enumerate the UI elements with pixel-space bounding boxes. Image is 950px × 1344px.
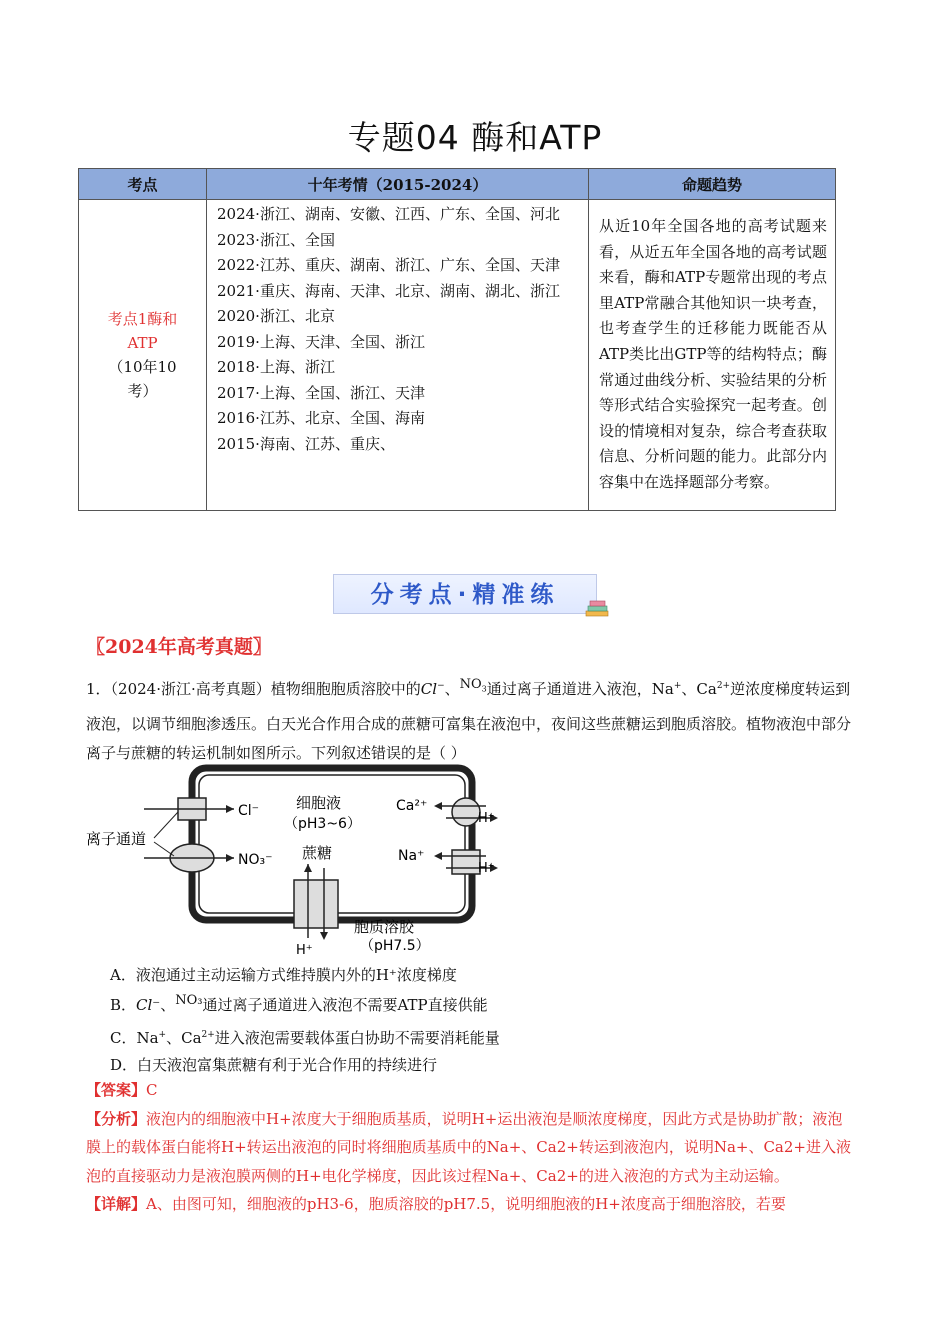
header-trend: 命题趋势	[589, 169, 836, 200]
topic-name-2: ATP	[127, 333, 158, 352]
question-text: 逆浓度梯度转运到液泡，以调节细胞渗透压。白天光合作用合成的蔗糖可富集在液泡中，夜间这些蔗糖运到胞质溶胶。植物液泡中部分离子与蔗糖的转运机制如图所示。下列叙述	[86, 680, 852, 762]
page-title: 专题04 酶和ATP	[347, 118, 603, 157]
vacuole-transport-diagram	[86, 760, 516, 960]
no3-channel	[144, 844, 234, 872]
option-a: A．液泡通过主动运输方式维持膜内外的H⁺浓度梯度	[110, 966, 457, 984]
option-b: B．Cl⁻、NO₃通过离子通道进入液泡不需要ATP直接供能	[110, 993, 488, 1014]
topic-count-2: 考）	[127, 381, 158, 400]
cytosol-label: 胞质溶胶	[354, 918, 415, 936]
year-entry: 2023·浙江、全国	[217, 230, 335, 249]
section-heading: 〖2024年高考真题〗	[86, 636, 272, 658]
cytosol-ph-label: （pH7.5）	[360, 938, 430, 954]
topic-count: （10年10	[108, 357, 177, 376]
sucrose-label: 蔗糖	[302, 844, 333, 862]
question-text: 的是（ ）	[401, 743, 466, 762]
topic-cell	[79, 200, 207, 511]
ion-channel-label: 离子通道	[86, 830, 147, 848]
question-text: 通过离子通道进入液泡，Na	[486, 680, 674, 698]
nitrate-ion: $NO_3$	[459, 677, 487, 694]
year-entry: 2017·上海、全国、浙江、天津	[217, 383, 425, 402]
year-entry: 2016·江苏、北京、全国、海南	[217, 409, 425, 427]
question-source: （2024·浙江·高考真题）	[110, 680, 271, 698]
answer-value: C	[146, 1081, 158, 1099]
year-entry: 2024·浙江、湖南、安徽、江西、广东、全国、河北	[217, 205, 560, 223]
year-entry: 2021·重庆、海南、天津、北京、湖南、湖北、浙江	[217, 281, 560, 300]
h-label-bottom: H⁺	[296, 943, 313, 958]
question-text: 、Ca	[681, 680, 717, 698]
books-icon	[584, 599, 610, 617]
na-label: Na⁺	[398, 848, 425, 864]
answer-line: 【答案】C	[86, 1081, 158, 1099]
h-label-2: H⁺	[478, 861, 495, 876]
summary-table	[78, 168, 836, 511]
year-entry: 2019·上海、天津、全国、浙江	[217, 332, 425, 351]
years-cell	[207, 200, 589, 511]
cl-channel	[144, 798, 234, 820]
analysis-paragraph: 【分析】液泡内的细胞液中H+浓度大于细胞质基质，说明H+运出液泡是顺浓度梯度，因此方式是协助扩散；液泡膜上的载体蛋白能将H+转运出液泡的同时将细胞质基质中的Na+、Ca2+转运到液泡内，说明Na+、Ca2+进入液泡的直接驱动力是液泡膜两侧的H+电化学梯度，因此该过程Na+、Ca2+的进入液泡的方式为主动运输。	[86, 1109, 851, 1185]
section-banner	[333, 574, 597, 614]
table-row	[79, 200, 836, 511]
trend-cell: 从近10年全国各地的高考试题来看，从近五年全国各地的高考试题来看，酶和ATP专题常出现的考点里ATP常融合其他知识一块考查，也考查学生的迁移能力既能否从ATP类比出GTP等的结构特点；酶常通过曲线分析、实验结果的分析等形式结合实验探究一起考查。创设的情境相对复杂，综合考查获取信息、分析问题的能力。此部分内容集中在选择题部分考察。	[589, 200, 836, 511]
ca-label: Ca²⁺	[396, 798, 428, 814]
topic-name: 考点1酶和	[107, 309, 178, 328]
year-entry: 2020·浙江、北京	[217, 307, 335, 325]
banner-text: 分考点·精准练	[370, 582, 560, 608]
table-header-row	[79, 169, 836, 200]
option-c: C．Na+、$Ca^{2+}$进入液泡需要载体蛋白协助不需要消耗能量	[110, 1029, 500, 1047]
h-label-1: H⁺	[478, 811, 495, 826]
header-topic: 考点	[79, 169, 207, 200]
superscript: 2+	[716, 681, 731, 691]
sucrose-transporter	[294, 864, 338, 940]
year-entry: 2022·江苏、重庆、湖南、浙江、广东、全国、天津	[217, 256, 560, 274]
answer-options	[110, 960, 850, 1080]
question-1	[86, 672, 864, 771]
option-d: D．白天液泡富集蔗糖有利于光合作用的持续进行	[110, 1056, 438, 1074]
cl-label: Cl⁻	[238, 803, 260, 819]
cell-sap-label: 细胞液	[296, 794, 342, 812]
no3-label: NO₃⁻	[238, 852, 273, 868]
year-entry: 2015·海南、江苏、重庆、	[217, 434, 395, 453]
answer-section	[86, 1076, 854, 1219]
question-text: 植物细胞胞质溶胶中的	[270, 680, 421, 698]
header-years: 十年考情（2015-2024）	[207, 169, 589, 200]
separator: 、	[444, 680, 460, 698]
year-entry: 2018·上海、浙江	[217, 358, 335, 376]
chloride-ion: Cl−	[420, 680, 445, 698]
cell-sap-ph-label: （pH3~6）	[284, 816, 361, 832]
label-pointer	[154, 842, 174, 856]
question-number: 1．	[86, 680, 111, 698]
emphasis-word: 错误	[371, 743, 402, 762]
detail-paragraph: 【详解】A、由图可知，细胞液的pH3-6，胞质溶胶的pH7.5，说明细胞液的H+浓度高于细胞溶胶，若要	[86, 1195, 786, 1213]
label-pointer	[154, 812, 178, 838]
question-stem	[86, 672, 864, 771]
superscript: +	[673, 681, 682, 691]
